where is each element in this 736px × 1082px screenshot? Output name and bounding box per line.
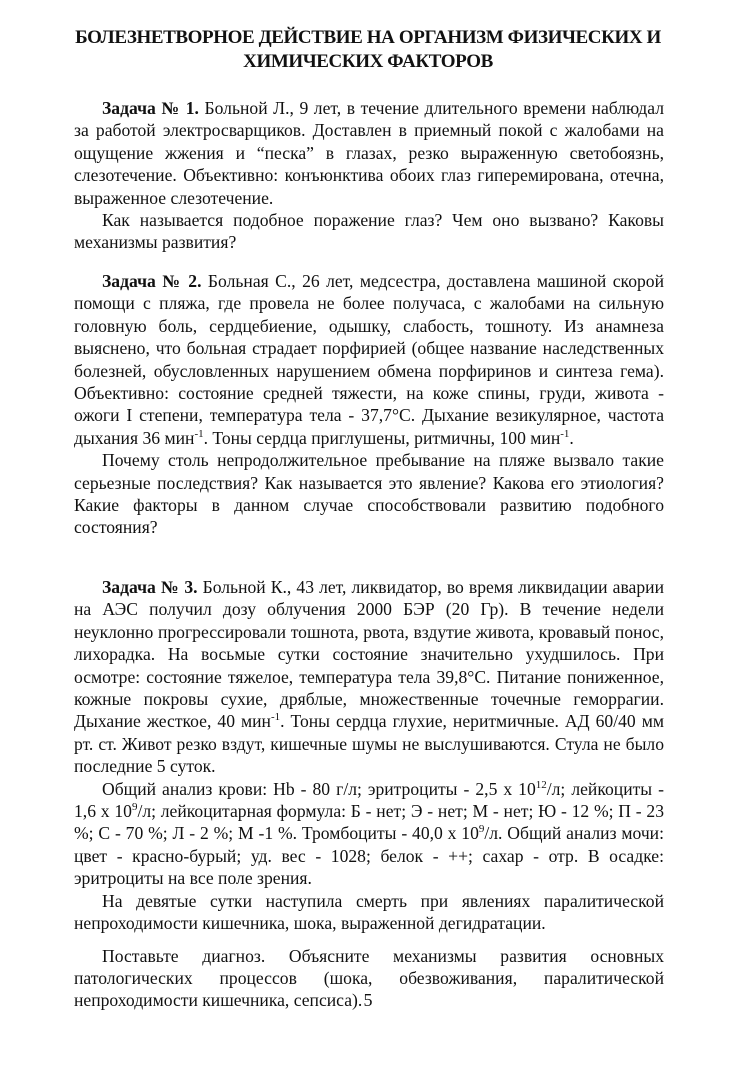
task-1-label: Задача № 1. — [102, 98, 199, 118]
blood-text-a: Общий анализ крови: Hb - 80 г/л; эритроциты - 2,5 х 10 — [102, 778, 536, 799]
task-2-text-b: . Тоны сердца приглушены, ритмичны, 100 мин — [203, 427, 561, 448]
blood-sup-1: 12 — [535, 778, 547, 791]
blood-sup-2: 9 — [131, 801, 138, 814]
task-2-sup-b: -1 — [560, 427, 570, 440]
task-1-question: Как называется подобное поражение глаз? Чем оно вызвано? Каковы механизмы развития? — [74, 210, 664, 253]
task-2-body — [74, 270, 664, 449]
task-2-text-a: Больная С., 26 лет, медсестра, доставлена машиной скорой помощи с пляжа, где провела не более получаса, с жалобами на сильную головную боль, сердцебиение, одышку, слабость, тошноту. Из анамнеза выяснено, что больная страдает порфирией (общее название наследственных болезней, обусловленных нарушением обмена порфиринов и синтеза гема). Объективно: состояние средней тяжести, на коже спины, груди, живота - ожоги I степени, температура тела - 37,7°С. Дыхание везикулярное, частота дыхания 36 мин — [74, 271, 664, 448]
task-3-sup-a: -1 — [270, 711, 281, 724]
blood-text-b: /л; лейкоциты - 1,6 х 10 — [74, 778, 664, 822]
task-1-body — [74, 97, 664, 209]
task-2-question: Почему столь непродолжительное пребывание на пляже вызвало такие серьезные последствия? Как называется это явление? Какова его этиология? Какие факторы в данном случае способствовали развитию подобного состояния? — [74, 450, 664, 538]
title-line-2: ХИМИЧЕСКИХ ФАКТОРОВ — [243, 51, 493, 72]
page-title — [60, 26, 676, 74]
task-1 — [74, 97, 664, 254]
task-3-blood-analysis — [74, 778, 664, 890]
task-2-sup-a: -1 — [194, 427, 204, 440]
task-2-label: Задача № 2. — [102, 271, 202, 291]
task-3-outcome: На девятые сутки наступила смерть при явлениях паралитической непроходимости кишечника, шока, выраженной дегидратации. — [74, 890, 664, 934]
page-number: 5 — [363, 990, 373, 1010]
blood-text-d: /л. Общий анализ мочи: цвет - красно-бурый; уд. вес - 1028; белок - ++; сахар - отр. В осадке: эритроциты на все поле зрения. — [74, 823, 664, 889]
title-line-1: БОЛЕЗНЕТВОРНОЕ ДЕЙСТВИЕ НА ОРГАНИЗМ ФИЗИЧЕСКИХ И — [75, 27, 661, 48]
task-2-text-c: . — [569, 427, 574, 448]
task-3-text-a: Больной К., 43 лет, ликвидатор, во время ликвидации аварии на АЭС получил дозу облучения 2000 БЭР (20 Гр). В течение недели неуклонно прогрессировали тошнота, рвота, вздутие живота, кровавый понос, лихорадка. На восьмые сутки состояние значительно ухудшилось. При осмотре: состояние тяжелое, температура тела 39,8°С. Питание пониженное, кожные покровы сухие, дряблые, множественные точечные геморрагии. Дыхание жесткое, 40 мин — [74, 577, 664, 732]
task-1-text: Больной Л., 9 лет, в течение длительного времени наблюдал за работой электросварщиков. Доставлен в приемный покой с жалобами на ощущение жжения и “песка” в глазах, резко выраженную светобоязнь, слезотечение. Объективно: конъюнктива обоих глаз гиперемирована, отечна, выраженное слезотечение. — [74, 98, 664, 208]
blood-sup-3: 9 — [478, 823, 485, 836]
task-3-text-b: . Тоны сердца глухие, неритмичные. АД 60/40 мм рт. ст. Живот резко вздут, кишечные шумы не выслушиваются. Стула не было последние 5 суток. — [74, 711, 664, 777]
task-3-body — [74, 576, 664, 778]
blood-text-c: /л; лейкоцитарная формула: Б - нет; Э - нет; М - нет; Ю - 12 %; П - 23 %; С - 70 %; Л - 2 %; М -1 %. Тромбоциты - 40,0 х 10 — [74, 801, 664, 844]
task-3 — [74, 576, 664, 1012]
task-3-question: Поставьте диагноз. Объясните механизмы развития основных патологических процессов (шока, обезвоживания, паралитической непроходимости кишечника, сепсиса). — [74, 945, 664, 1011]
task-2 — [74, 270, 664, 539]
task-3-label: Задача № 3. — [102, 577, 198, 597]
